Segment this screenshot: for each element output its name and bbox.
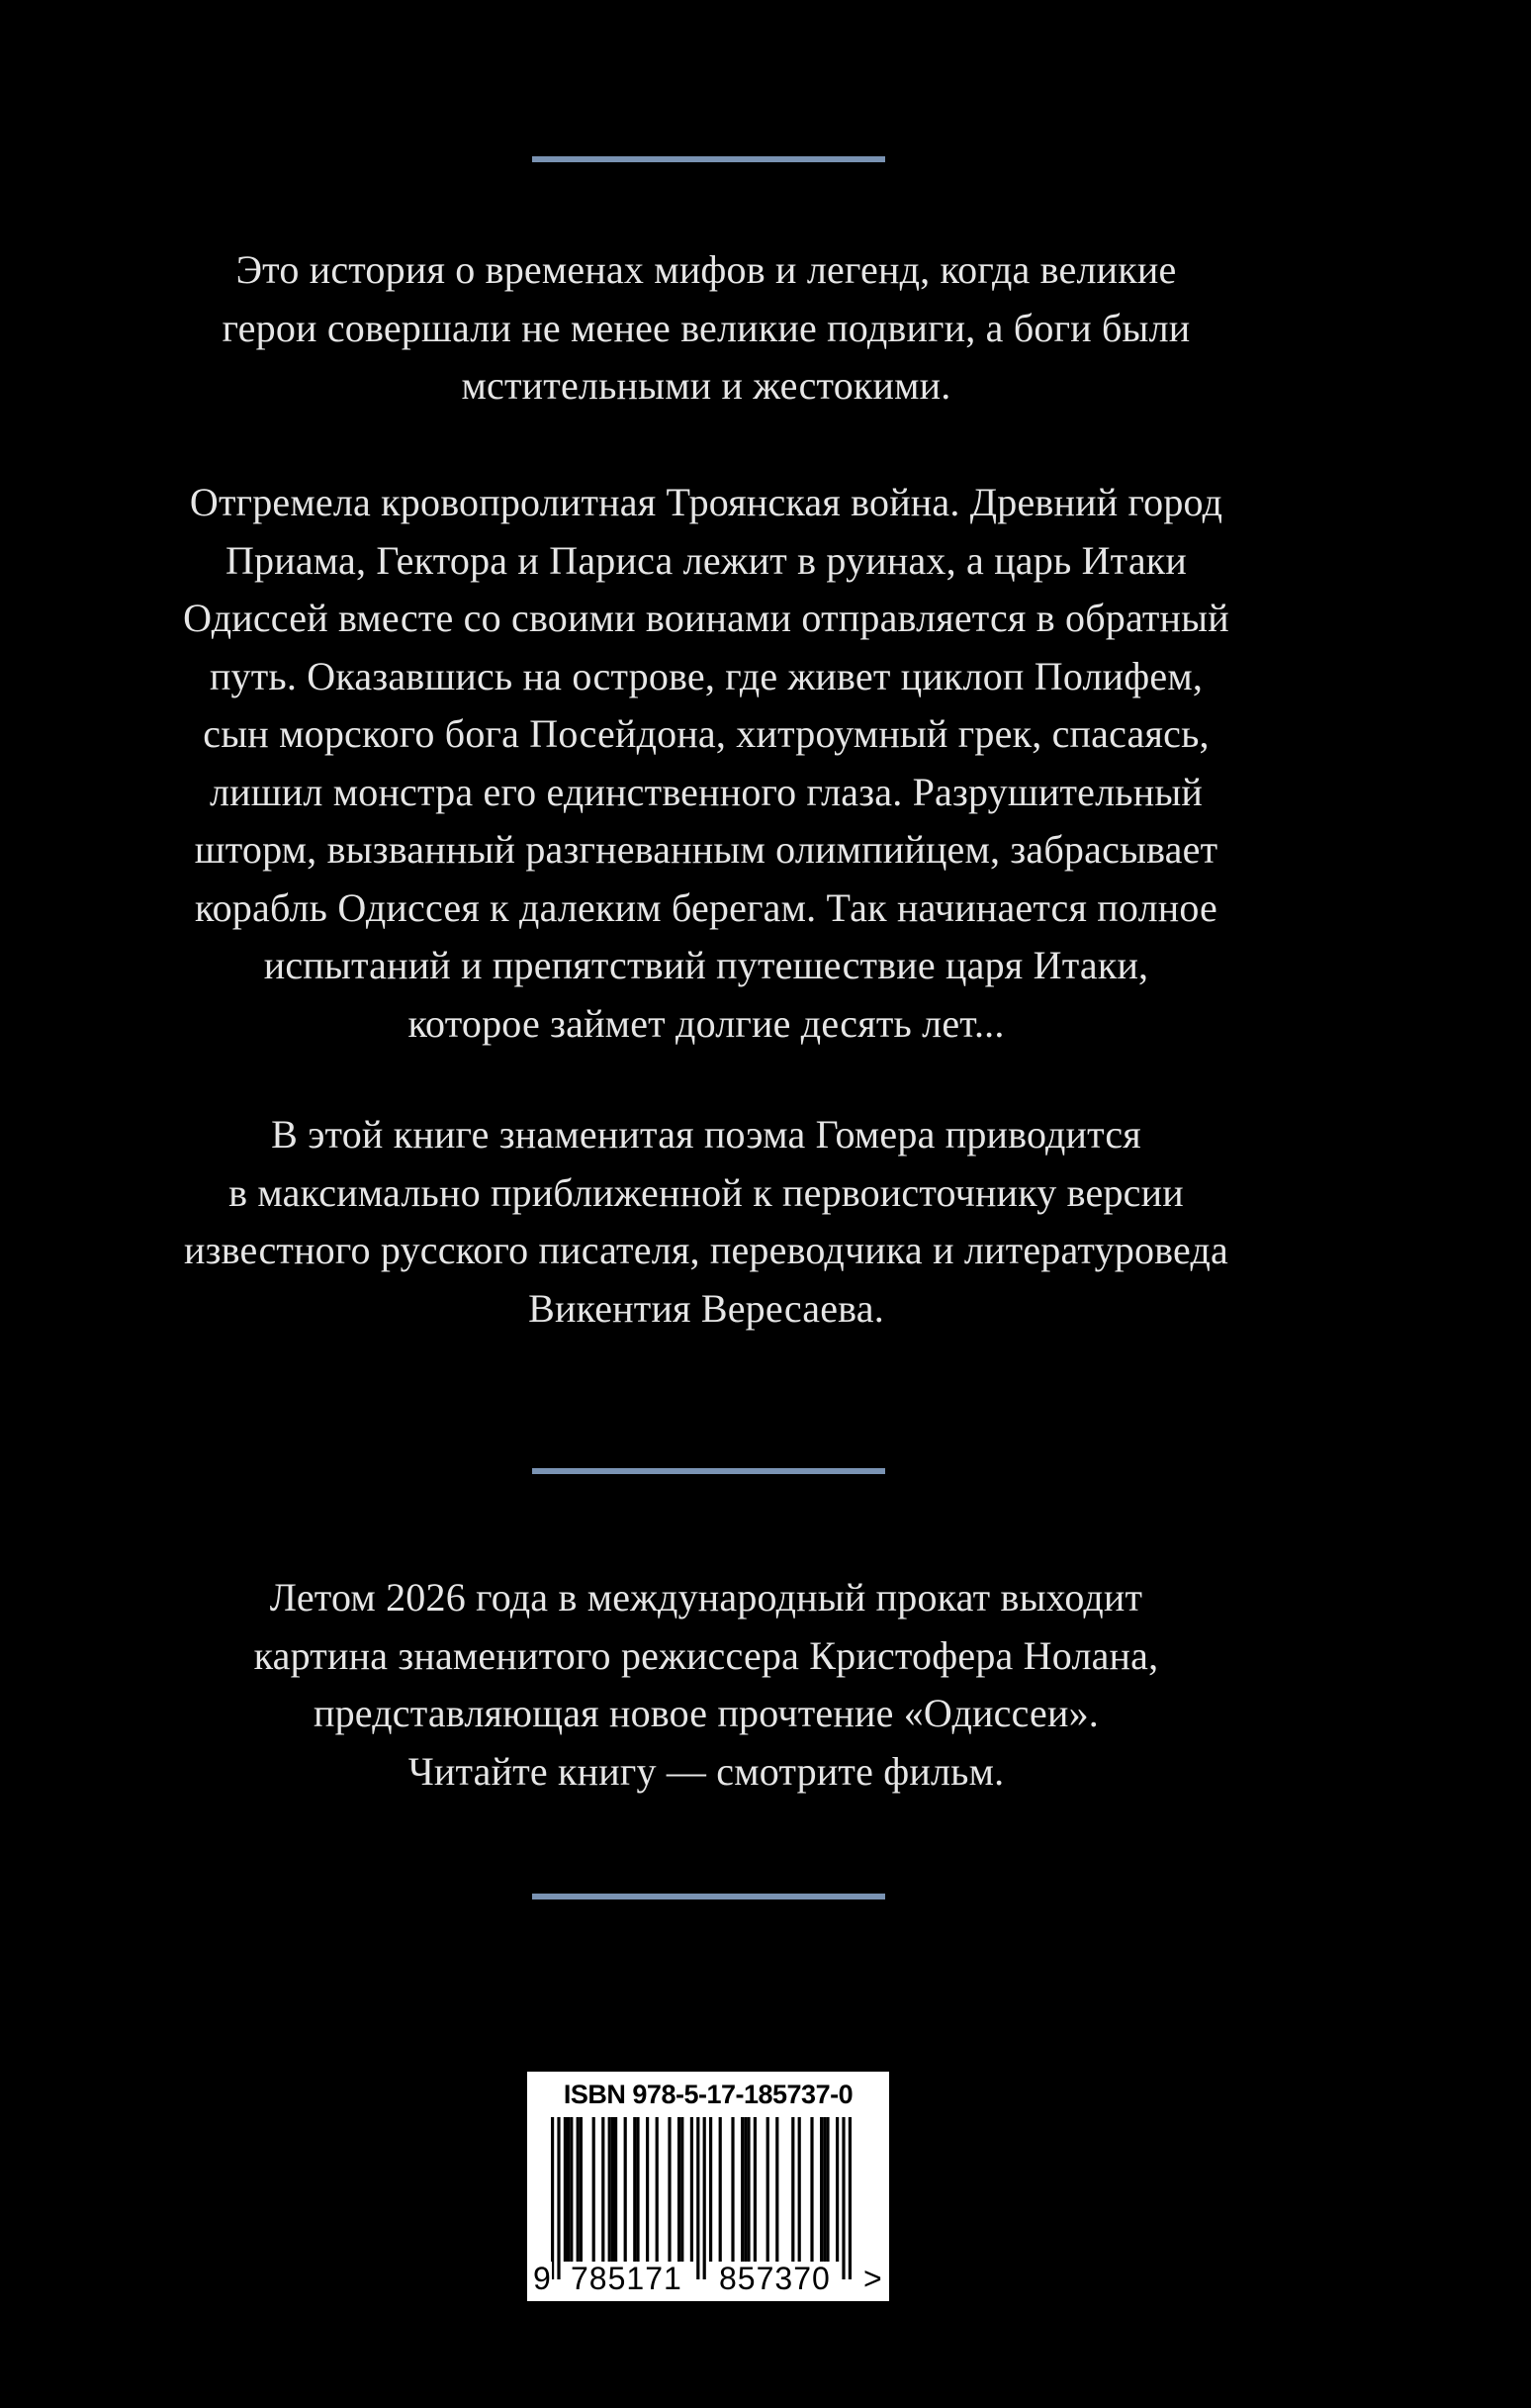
barcode-guard-bar [842,2117,845,2279]
barcode-bar [731,2117,734,2262]
story-line: испытаний и препятствий путешествие царя Итаки, [263,943,1149,987]
barcode-bar [719,2117,722,2262]
barcode-quiet-marker: > [863,2261,883,2296]
barcode-left-digits: 785171 [571,2261,682,2296]
barcode-bar [592,2117,595,2262]
story-line: Отгремела кровопролитная Троянская война. Древний город [189,480,1223,524]
intro-line: мстительными и жестокими. [461,363,951,408]
story-line: корабль Одиссея к далеким берегам. Так начинается полное [195,884,1217,930]
intro-paragraph [40,241,1373,416]
barcode-bar [798,2117,801,2262]
story-line: Приама, Гектора и Париса лежит в руинах, а царь Итаки [225,537,1188,583]
story-line: которое займет долгие десять лет... [407,1000,1005,1046]
story-paragraph [40,474,1373,1053]
barcode-bar [668,2117,671,2262]
barcode-right-digits: 857370 [719,2261,831,2296]
barcode-bar [766,2117,769,2262]
barcode-bar [836,2117,839,2262]
barcode-bar [709,2117,712,2262]
middle-divider [532,1468,885,1474]
edition-line: В этой книге знаменитая поэма Гомера приводится [271,1112,1141,1157]
barcode-bar [633,2117,636,2262]
barcode-bars [551,2117,865,2279]
barcode-first-digit: 9 [533,2261,552,2296]
barcode-bar [567,2117,570,2262]
barcode-guard-bar [696,2117,699,2279]
isbn-barcode [527,2072,889,2301]
barcode-bar [611,2117,614,2262]
edition-paragraph [40,1106,1373,1338]
barcode-bar [791,2117,794,2262]
barcode-bar [656,2117,659,2262]
barcode-bar [826,2117,829,2262]
film-line: Читайте книгу — смотрите фильм. [407,1748,1005,1794]
barcode-bar [680,2117,683,2262]
barcode-bar [580,2117,583,2262]
barcode-bar [810,2117,813,2262]
barcode-guard-bar [849,2117,852,2279]
barcode-guard-bar [557,2117,560,2279]
barcode-bar [570,2117,573,2262]
barcode-bar [775,2117,778,2262]
edition-line: Викентия Вересаева. [528,1285,884,1331]
barcode-bar [677,2117,680,2262]
isbn-label: ISBN 978-5-17-185737-0 [563,2080,854,2109]
barcode-bar [744,2117,747,2262]
barcode-bar [690,2117,693,2262]
edition-line: в максимально приближенной к первоисточнику версии [228,1169,1184,1215]
barcode-bar [741,2117,744,2262]
barcode-guard-bar [551,2117,554,2279]
story-line: лишил монстра его единственного глаза. Разрушительный [210,769,1203,814]
barcode-bar [646,2117,649,2262]
barcode-bar [636,2117,639,2262]
bottom-divider [532,1894,885,1899]
barcode-bar [747,2117,750,2262]
film-line: Летом 2026 года в международный прокат выходит [269,1575,1143,1620]
story-line: шторм, вызванный разгневанным олимпийцем, забрасывает [194,827,1218,872]
film-line: картина знаменитого режиссера Кристофера Нолана, [253,1632,1159,1678]
story-line: путь. Оказавшись на острове, где живет циклоп Полифем, [209,653,1204,698]
story-line: сын морского бога Посейдона, хитроумный грек, спасаясь, [203,711,1210,756]
barcode-bar [820,2117,823,2262]
film-paragraph [40,1569,1373,1801]
barcode-bar [564,2117,567,2262]
story-line: Одиссей вместе со своими воинами отправляется в обратный [183,596,1229,640]
barcode-bar [624,2117,627,2262]
barcode-bar [601,2117,604,2262]
intro-line: Это история о временах мифов и легенд, когда великие [235,247,1177,292]
film-line: представляющая новое прочтение «Одиссеи». [313,1691,1100,1735]
barcode-bar [754,2117,757,2262]
barcode-bar [608,2117,611,2262]
barcode-guard-bar [703,2117,706,2279]
top-divider [532,156,885,162]
edition-line: известного русского писателя, переводчика и литературоведа [184,1228,1228,1272]
intro-line: герои совершали не менее великие подвиги, а боги были [222,305,1191,350]
barcode-bar [614,2117,617,2262]
barcode-bar [823,2117,826,2262]
barcode-bar [577,2117,580,2262]
